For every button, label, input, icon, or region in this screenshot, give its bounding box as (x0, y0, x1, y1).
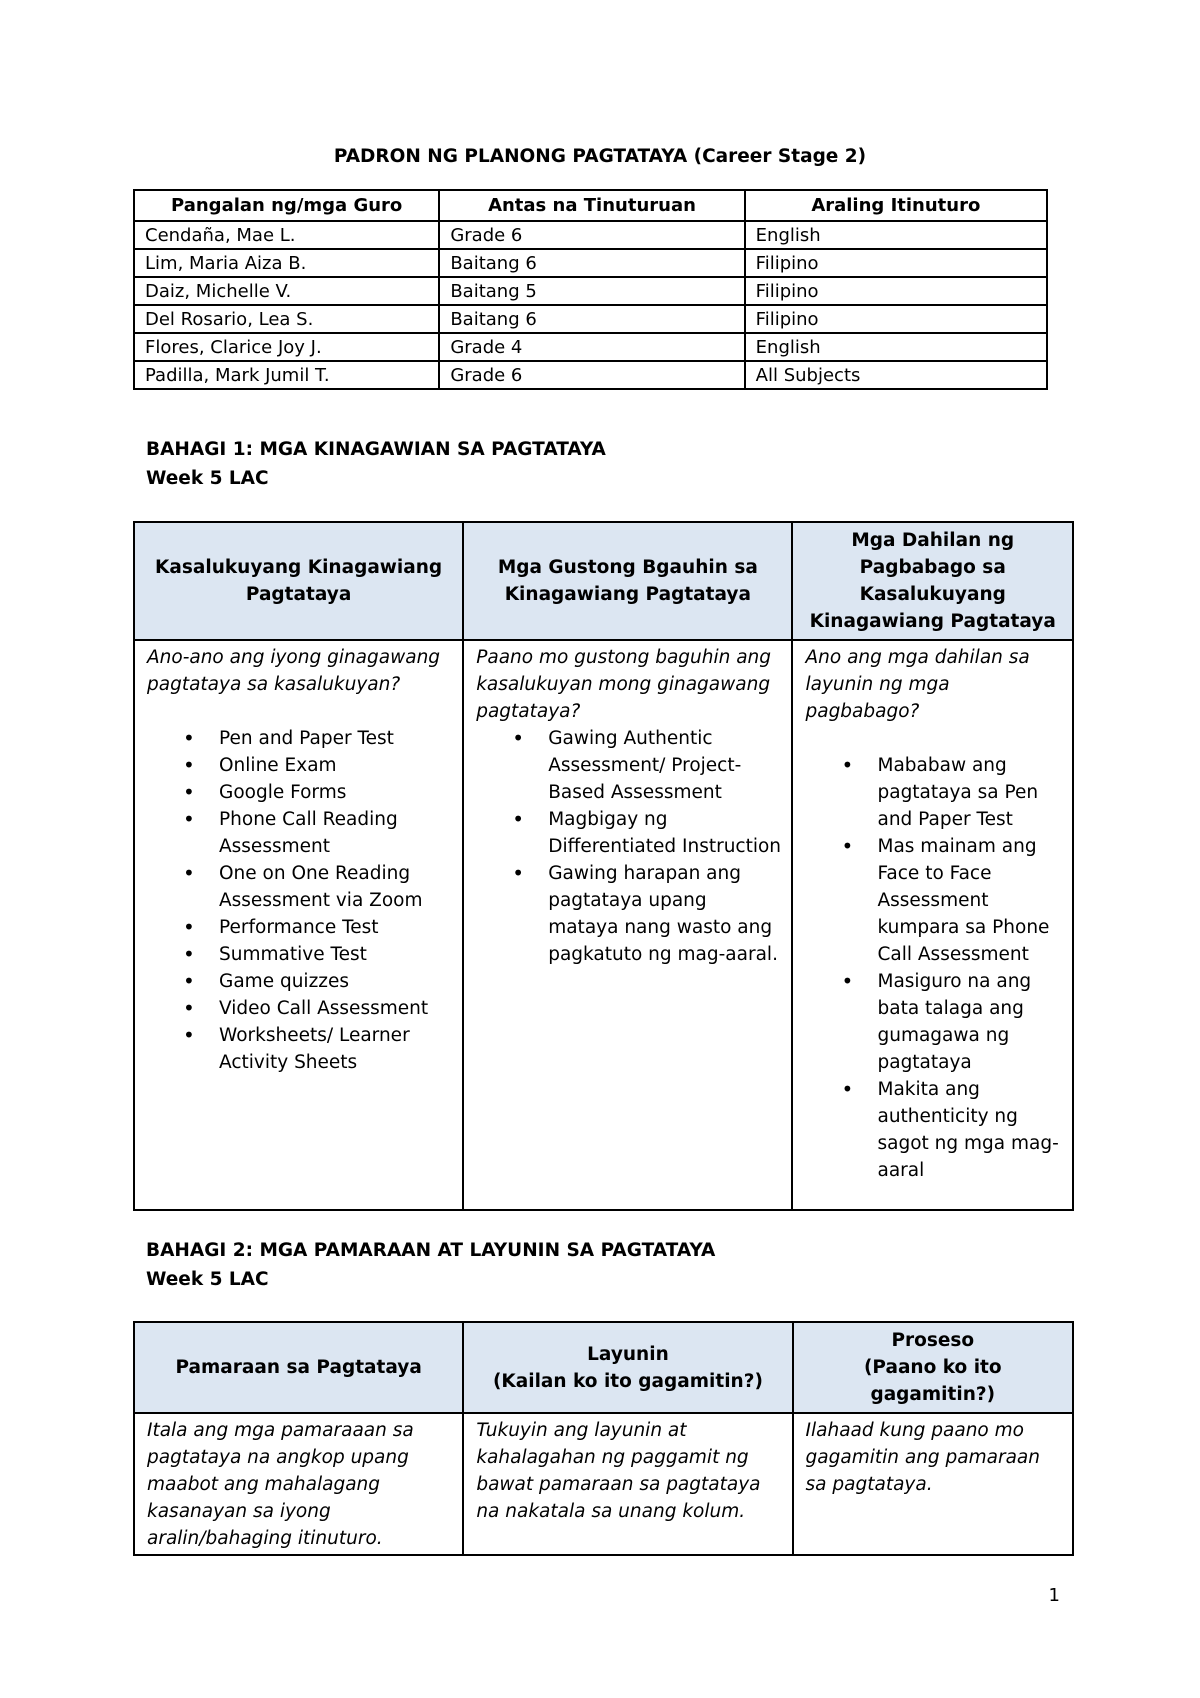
header-process-line1: Proseso (891, 1330, 975, 1351)
reasons-cell (792, 640, 1073, 1210)
list-item: • Summative Test (219, 941, 452, 968)
list-item: • Pen and Paper Test (219, 725, 452, 752)
table-row (134, 221, 1047, 249)
header-method-line1: Pamaraan sa Pagtataya (175, 1357, 422, 1378)
table-row (134, 361, 1047, 389)
teacher-name: Padilla, Mark Jumil T. (134, 361, 439, 389)
grade-level: Grade 6 (439, 221, 744, 249)
header-subject: Araling Itinuturo (745, 190, 1047, 221)
list-item: • Mas mainam ang Face to Face Assessment kumpara sa Phone Call Assessment (877, 833, 1062, 968)
table-row (134, 249, 1047, 277)
subject: Filipino (745, 249, 1047, 277)
list-item: • Gawing Authentic Assessment/ Project-Based Assessment (548, 725, 781, 806)
list-item: • Online Exam (219, 752, 452, 779)
list-item: • Performance Test (219, 914, 452, 941)
desired-changes-cell (463, 640, 792, 1210)
subject: English (745, 221, 1047, 249)
page-title: PADRON NG PLANONG PAGTATAYA (Career Stage 2) (333, 146, 867, 167)
list-item: • Makita ang authenticity ng sagot ng mga mag-aaral (877, 1076, 1062, 1184)
page-number: 1 (1048, 1585, 1060, 1606)
part2-subtitle: Week 5 LAC (146, 1269, 269, 1290)
header-desired-changes: Mga Gustong Bgauhin sa Kinagawiang Pagtataya (463, 522, 792, 640)
table-header-row (134, 522, 1073, 640)
subject: All Subjects (745, 361, 1047, 389)
teachers-table (133, 189, 1048, 390)
teacher-name: Lim, Maria Aiza B. (134, 249, 439, 277)
header-process (793, 1322, 1073, 1413)
part2-title: BAHAGI 2: MGA PAMARAAN AT LAYUNIN SA PAGTATAYA (146, 1240, 716, 1261)
list-item: • Game quizzes (219, 968, 452, 995)
subject: Filipino (745, 277, 1047, 305)
grade-level: Baitang 5 (439, 277, 744, 305)
header-process-line2: (Paano ko ito gagamitin?) (863, 1357, 1002, 1405)
list-item: • Masiguro na ang bata talaga ang gumagawa ng pagtataya (877, 968, 1062, 1076)
header-objective-line1: Layunin (587, 1343, 669, 1365)
grade-level: Baitang 6 (439, 249, 744, 277)
part2-heading (146, 1236, 715, 1294)
prompt-text: Ilahaad kung paano mo gagamitin ang pamaraan sa pagtataya. (805, 1420, 1040, 1495)
part1-title: BAHAGI 1: MGA KINAGAWIAN SA PAGTATAYA (146, 439, 606, 460)
reasons-list (805, 752, 1062, 1184)
method-cell (134, 1413, 463, 1555)
list-item: • One on One Reading Assessment via Zoom (219, 860, 452, 914)
current-practice-cell (134, 640, 463, 1210)
prompt-text: Itala ang mga pamaraaan sa pagtataya na angkop upang maabot ang mahalagang kasanayan sa iyong aralin/bahaging itinuturo. (147, 1420, 414, 1549)
list-item: • Phone Call Reading Assessment (219, 806, 452, 860)
grade-level: Baitang 6 (439, 305, 744, 333)
part1-subtitle: Week 5 LAC (146, 468, 269, 489)
desired-changes-list (476, 725, 781, 968)
current-practice-list (147, 725, 452, 1076)
teacher-name: Daiz, Michelle V. (134, 277, 439, 305)
prompt-text: Tukuyin ang layunin at kahalagahan ng paggamit ng bawat pamaraan sa pagtataya na nakatala sa unang kolum. (476, 1420, 761, 1522)
header-teacher-name: Pangalan ng/mga Guro (134, 190, 439, 221)
header-grade-level: Antas na Tinuturuan (439, 190, 744, 221)
header-method (134, 1322, 463, 1413)
table-row (134, 277, 1047, 305)
table-header-row (134, 1322, 1073, 1413)
prompt-text: Paano mo gustong baguhin ang kasalukuyan mong ginagawang pagtataya? (476, 647, 772, 722)
prompt-text: Ano ang mga dahilan sa layunin ng mga pagbabago? (805, 647, 1030, 722)
teacher-name: Flores, Clarice Joy J. (134, 333, 439, 361)
part2-table (133, 1321, 1074, 1556)
subject: Filipino (745, 305, 1047, 333)
table-row (134, 640, 1073, 1210)
table-row (134, 305, 1047, 333)
list-item: • Magbigay ng Differentiated Instruction (548, 806, 781, 860)
list-item: • Gawing harapan ang pagtataya upang mataya nang wasto ang pagkatuto ng mag-aaral. (548, 860, 781, 968)
header-current-practice: Kasalukuyang Kinagawiang Pagtataya (134, 522, 463, 640)
list-item: • Mababaw ang pagtataya sa Pen and Paper Test (877, 752, 1062, 833)
subject: English (745, 333, 1047, 361)
list-item: • Video Call Assessment (219, 995, 452, 1022)
table-header-row (134, 190, 1047, 221)
part1-heading (146, 435, 606, 493)
list-item: • Google Forms (219, 779, 452, 806)
prompt-text: Ano-ano ang iyong ginagawang pagtataya sa kasalukuyan? (147, 647, 441, 695)
teacher-name: Del Rosario, Lea S. (134, 305, 439, 333)
part1-table (133, 521, 1074, 1211)
header-reasons-for-change: Mga Dahilan ng Pagbabago sa Kasalukuyang Kinagawiang Pagtataya (792, 522, 1073, 640)
table-row (134, 333, 1047, 361)
objective-cell (463, 1413, 792, 1555)
grade-level: Grade 6 (439, 361, 744, 389)
table-row (134, 1413, 1073, 1555)
header-objective (463, 1322, 792, 1413)
teacher-name: Cendaña, Mae L. (134, 221, 439, 249)
header-objective-line2: (Kailan ko ito gagamitin?) (492, 1370, 763, 1392)
grade-level: Grade 4 (439, 333, 744, 361)
process-cell (793, 1413, 1073, 1555)
list-item: • Worksheets/ Learner Activity Sheets (219, 1022, 452, 1076)
